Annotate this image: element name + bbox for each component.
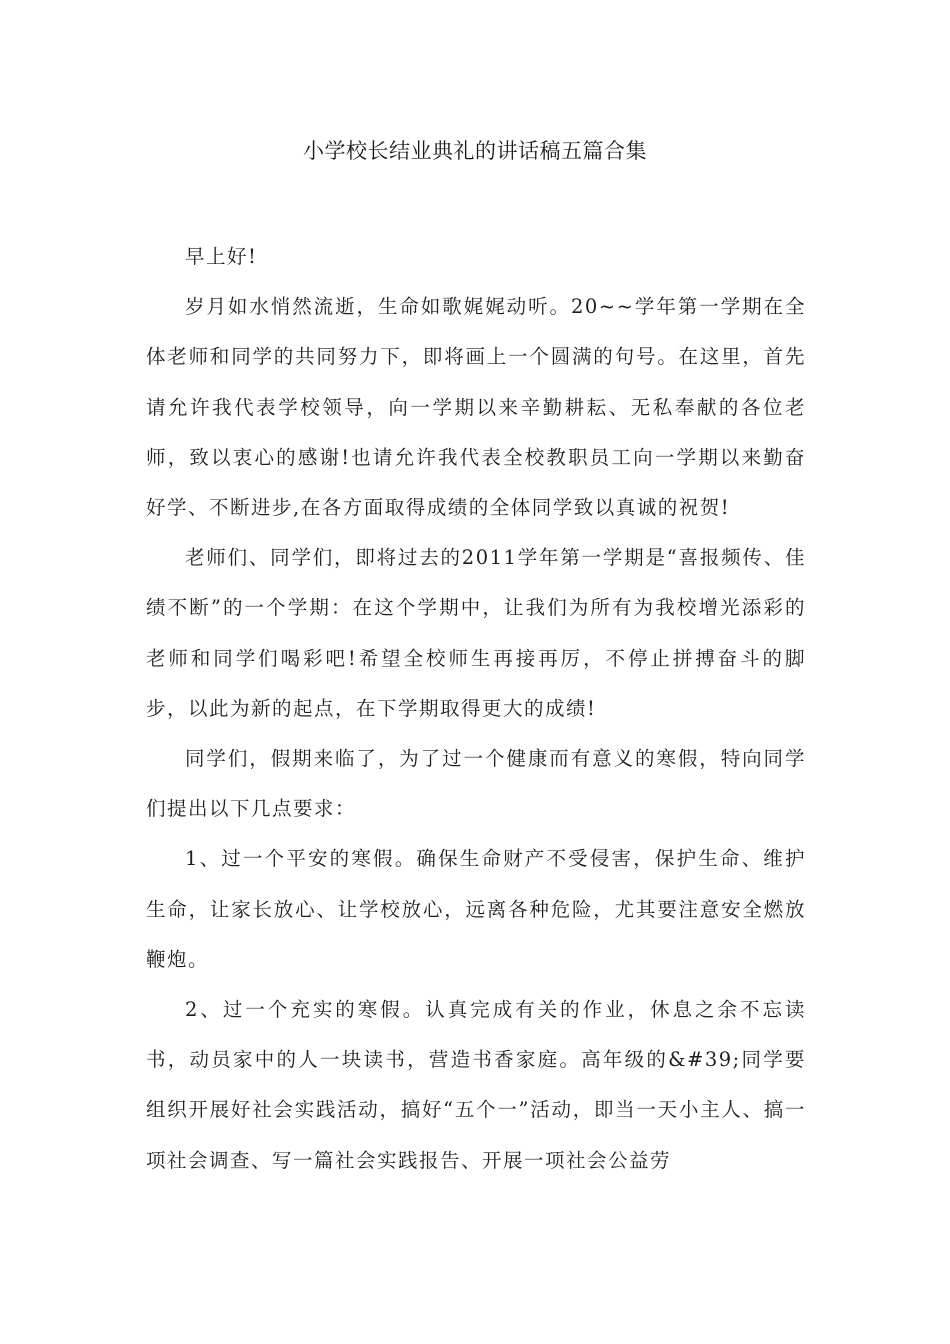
paragraph: 岁月如水悄然流逝，生命如歌娓娓动听。20~~学年第一学期在全体老师和同学的共同努力下，即将画上一个圆满的句号。在这里，首先请允许我代表学校领导，向一学期以来辛勤耕耘、无私奉献的各位老师，致以衷心的感谢!也请允许我代表全校教职员工向一学期以来勤奋好学、不断进步,在各方面取得成绩的全体同学致以真诚的祝贺!	[146, 295, 806, 520]
paragraph-list-item: 1、过一个平安的寒假。确保生命财产不受侵害，保护生命、维护生命，让家长放心、让学校放心，远离各种危险，尤其要注意安全燃放鞭炮。	[146, 847, 806, 971]
paragraph-greeting: 早上好!	[185, 245, 258, 268]
paragraph: 同学们，假期来临了，为了过一个健康而有意义的寒假，特向同学们提出以下几点要求：	[146, 747, 806, 821]
paragraph: 老师们、同学们，即将过去的2011学年第一学期是“喜报频传、佳绩不断”的一个学期：在这个学期中，让我们为所有为我校增光添彩的老师和同学们喝彩吧!希望全校师生再接再厉，不停止拼搏奋斗的脚步，以此为新的起点，在下学期取得更大的成绩!	[146, 546, 806, 720]
document-body	[146, 232, 806, 1186]
document-title: 小学校长结业典礼的讲话稿五篇合集	[303, 139, 647, 163]
paragraph-list-item: 2、过一个充实的寒假。认真完成有关的作业，休息之余不忘读书，动员家中的人一块读书，营造书香家庭。高年级的&#39;同学要组织开展好社会实践活动，搞好“五个一”活动，即当一天小主人、搞一项社会调查、写一篇社会实践报告、开展一项社会公益劳	[146, 998, 806, 1172]
